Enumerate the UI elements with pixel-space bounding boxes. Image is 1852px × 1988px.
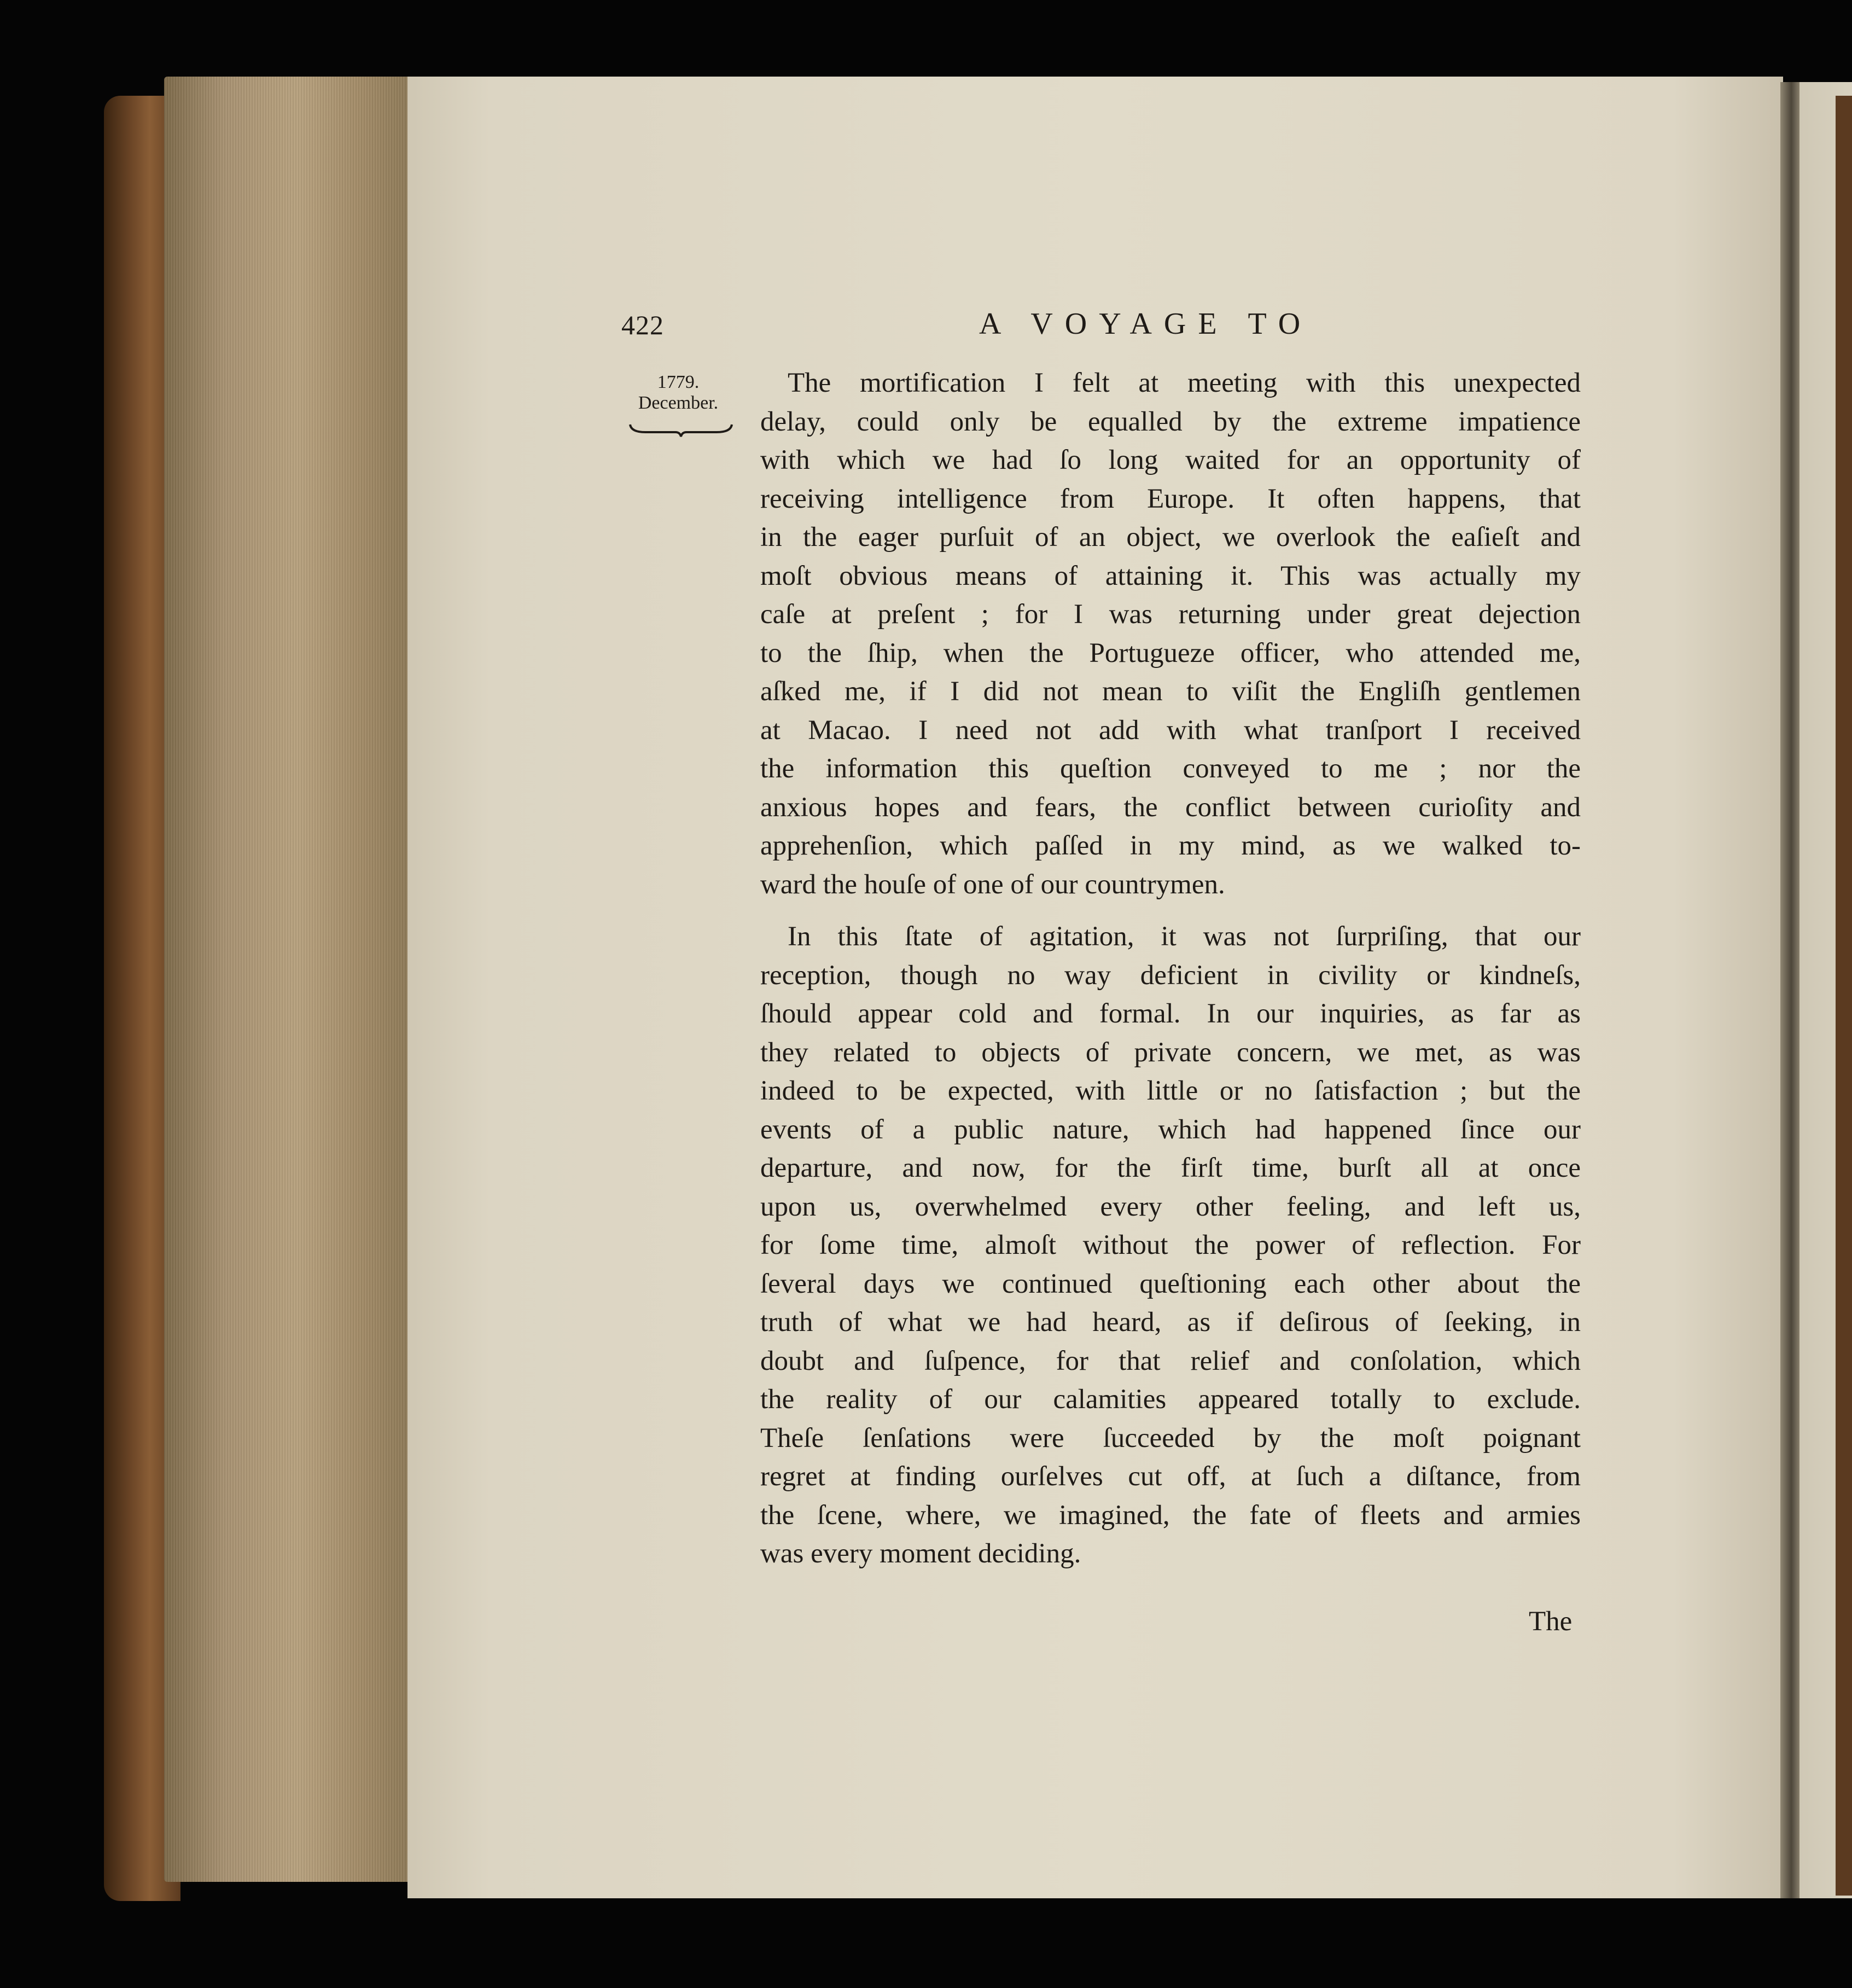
paragraph-2 — [760, 917, 1581, 1573]
text-line: In this ſtate of agitation, it was not ſurpriſing, that our — [788, 921, 1581, 952]
text-line: receiving intelligence from Europe. It often happens, that — [760, 483, 1581, 514]
margin-note — [615, 372, 741, 414]
text-line: The mortification I felt at meeting with this unexpected — [788, 368, 1581, 398]
text-line: indeed to be expected, with little or no ſatisfaction ; but the — [760, 1076, 1581, 1106]
paragraph-1 — [760, 364, 1581, 904]
text-line: at Macao. I need not add with what tranſport I received — [760, 714, 1581, 746]
text-line: they related to objects of private concern, we met, as was — [760, 1037, 1581, 1068]
catchword: The — [1529, 1606, 1573, 1637]
text-line: aſked me, if I did not mean to viſit the Engliſh gentlemen — [760, 676, 1581, 707]
text-line: the ſcene, where, we imagined, the fate of fleets and armies — [760, 1499, 1581, 1531]
page-fore-edge — [164, 77, 407, 1882]
text-line: caſe at preſent ; for I was returning under great dejection — [760, 599, 1581, 630]
text-line: anxious hopes and fears, the conflict between curioſity and — [760, 792, 1581, 823]
text-line: moſt obvious means of attaining it. This was actually my — [760, 560, 1581, 591]
margin-note-month: December. — [638, 393, 719, 413]
text-line: truth of what we had heard, as if deſirous of ſeeking, in — [760, 1307, 1581, 1338]
text-line: Theſe ſenſations were ſucceeded by the moſt poignant — [760, 1422, 1581, 1454]
text-line: the information this queſtion conveyed to me ; nor the — [760, 753, 1581, 784]
running-head: A VOYAGE TO — [979, 307, 1313, 341]
text-line: departure, and now, for the firſt time, burſt all at once — [760, 1153, 1581, 1183]
brace-icon — [629, 421, 733, 438]
text-line: events of a public nature, which had happened ſince our — [760, 1114, 1581, 1145]
text-line: with which we had ſo long waited for an opportunity of — [760, 445, 1581, 475]
text-line: ſeveral days we continued queſtioning each other about the — [760, 1268, 1581, 1299]
text-line: for ſome time, almoſt without the power of reflection. For — [760, 1230, 1581, 1260]
text-line: ſhould appear cold and formal. In our inquiries, as far as — [760, 998, 1581, 1029]
text-line: ward the houſe of one of our countrymen. — [760, 869, 1225, 900]
text-line: to the ſhip, when the Portugueze officer, who attended me, — [760, 637, 1581, 669]
body-text — [760, 364, 1581, 1573]
text-line: doubt and ſuſpence, for that relief and conſolation, which — [760, 1345, 1581, 1376]
book-gutter — [1780, 82, 1802, 1898]
text-line: the reality of our calamities appeared totally to exclude. — [760, 1384, 1581, 1415]
text-line: was every moment deciding. — [760, 1538, 1081, 1569]
page-number: 422 — [621, 310, 664, 340]
margin-note-year: 1779. — [657, 372, 700, 392]
text-line: apprehenſion, which paſſed in my mind, as we walked to- — [760, 830, 1581, 861]
text-line: delay, could only be equalled by the extreme impatience — [760, 406, 1581, 437]
facing-page-edge — [1799, 82, 1852, 1898]
text-line: reception, though no way deficient in civility or kindneſs, — [760, 960, 1581, 991]
paragraph-gap — [760, 904, 1581, 917]
text-line: in the eager purſuit of an object, we overlook the eaſieſt and — [760, 522, 1581, 553]
text-line: regret at finding ourſelves cut off, at ſuch a diſtance, from — [760, 1461, 1581, 1492]
text-line: upon us, overwhelmed every other feeling, and left us, — [760, 1191, 1581, 1222]
